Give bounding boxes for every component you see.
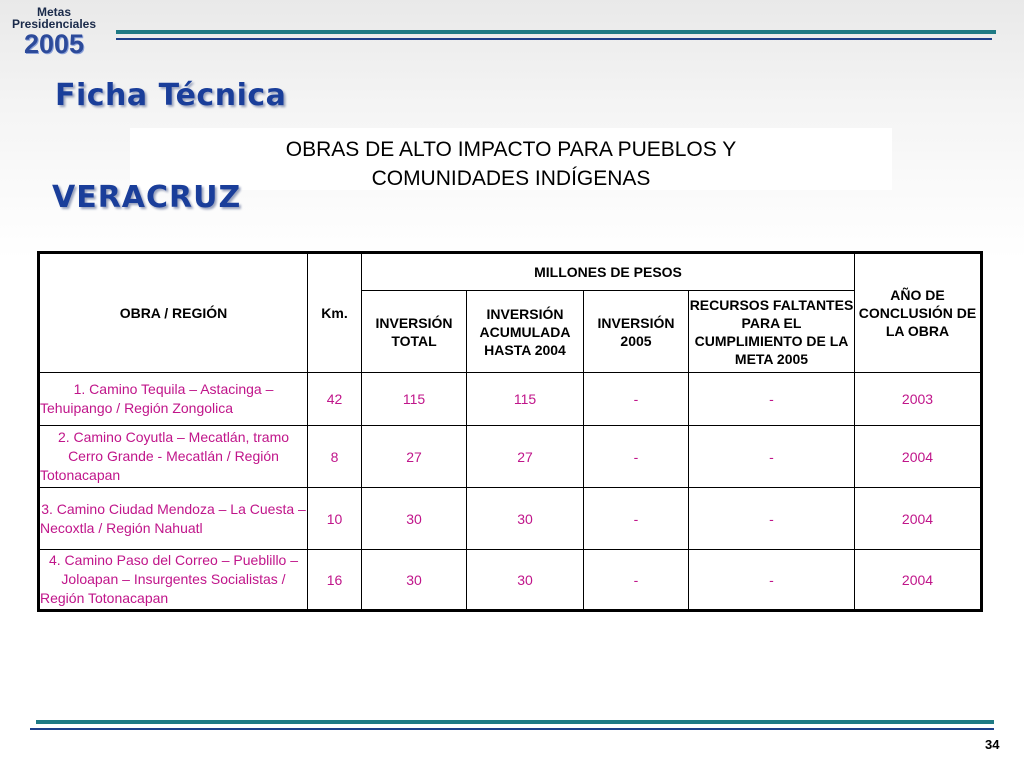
anio-cell: 2003: [855, 373, 982, 426]
page-number: 34: [985, 737, 1000, 752]
anio-cell: 2004: [855, 488, 982, 550]
header-anio-conclusion: AÑO DE CONCLUSIÓN DE LA OBRA: [855, 253, 982, 373]
header-inversion-2005: INVERSIÓN 2005: [584, 291, 689, 373]
inversion-acumulada-cell: 115: [467, 373, 584, 426]
obra-cell: 2. Camino Coyutla – Mecatlán, tramo Cerro Grande - Mecatlán / Región Totonacapan: [39, 426, 308, 488]
table-row: [39, 550, 982, 611]
table-row: [39, 426, 982, 488]
inversion-total-cell: 30: [362, 488, 467, 550]
metas-presidenciales-logo: [10, 6, 98, 58]
anio-cell: 2004: [855, 550, 982, 611]
recursos-faltantes-cell: -: [689, 550, 855, 611]
obras-table: [37, 251, 983, 612]
logo-year: 2005: [23, 29, 85, 59]
inversion-acumulada-cell: 30: [467, 550, 584, 611]
header-rule-navy: [116, 38, 992, 40]
header-obra-region: OBRA / REGIÓN: [39, 253, 308, 373]
obra-cell: 3. Camino Ciudad Mendoza – La Cuesta – Necoxtla / Región Nahuatl: [39, 488, 308, 550]
inversion-2005-cell: -: [584, 488, 689, 550]
recursos-faltantes-cell: -: [689, 488, 855, 550]
header-km: Km.: [308, 253, 362, 373]
logo-line-1: Metas: [36, 5, 71, 19]
anio-cell: 2004: [855, 426, 982, 488]
table-row: [39, 488, 982, 550]
state-heading: VERACRUZ: [52, 180, 242, 215]
header-recursos-faltantes: RECURSOS FALTANTES PARA EL CUMPLIMIENTO DE LA META 2005: [689, 291, 855, 373]
subtitle-line-2: COMUNIDADES INDÍGENAS: [371, 167, 651, 190]
header-inversion-total: INVERSIÓN TOTAL: [362, 291, 467, 373]
logo-line-2: Presidenciales: [11, 17, 97, 31]
header-millones-de-pesos: MILLONES DE PESOS: [362, 253, 855, 291]
recursos-faltantes-cell: -: [689, 373, 855, 426]
subtitle: [130, 135, 892, 193]
subtitle-line-1: OBRAS DE ALTO IMPACTO PARA PUEBLOS Y: [285, 138, 737, 161]
km-cell: 8: [308, 426, 362, 488]
km-cell: 10: [308, 488, 362, 550]
inversion-total-cell: 115: [362, 373, 467, 426]
recursos-faltantes-cell: -: [689, 426, 855, 488]
inversion-acumulada-cell: 30: [467, 488, 584, 550]
inversion-2005-cell: -: [584, 373, 689, 426]
inversion-acumulada-cell: 27: [467, 426, 584, 488]
footer-rule-teal: [36, 720, 994, 724]
inversion-2005-cell: -: [584, 426, 689, 488]
inversion-2005-cell: -: [584, 550, 689, 611]
header-rule-teal: [116, 30, 996, 34]
table-row: [39, 373, 982, 426]
inversion-total-cell: 30: [362, 550, 467, 611]
header-inversion-acumulada: INVERSIÓN ACUMULADA HASTA 2004: [467, 291, 584, 373]
km-cell: 16: [308, 550, 362, 611]
obra-cell: 1. Camino Tequila – Astacinga – Tehuipango / Región Zongolica: [39, 373, 308, 426]
page-title: Ficha Técnica: [55, 78, 287, 113]
km-cell: 42: [308, 373, 362, 426]
inversion-total-cell: 27: [362, 426, 467, 488]
footer-rule-navy: [30, 728, 994, 730]
obra-cell: 4. Camino Paso del Correo – Pueblillo – Joloapan – Insurgentes Socialistas / Región Totonacapan: [39, 550, 308, 611]
